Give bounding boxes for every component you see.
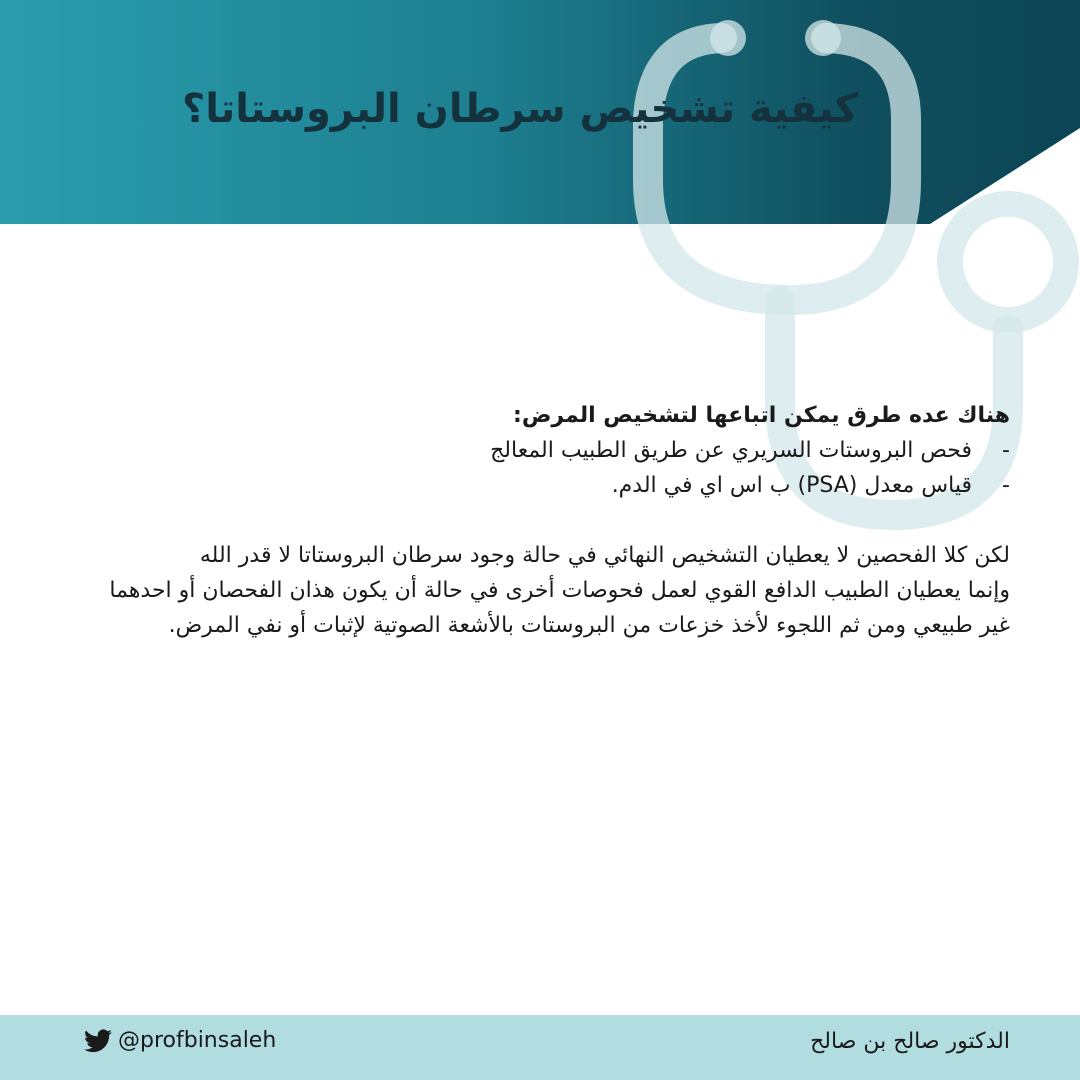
list-item-text: فحص البروستات السريري عن طريق الطبيب المعالج	[490, 438, 972, 463]
paragraph-further-tests: وإنما يعطيان الطبيب الدافع القوي لعمل فحوصات أخرى في حالة أن يكون هذان الفحصان أو احدهما غير طبيعي ومن ثم اللجوء لأخذ خزعات من البروستات بالأشعة الصوتية لإثبات أو نفي المرض.	[109, 578, 1010, 638]
article-body	[94, 398, 1010, 643]
paragraph-limitations: لكن كلا الفحصين لا يعطيان التشخيص النهائي في حالة وجود سرطان البروستاتا لا قدر الله	[199, 543, 1010, 568]
twitter-icon	[84, 1029, 112, 1053]
list-bullet: -	[1002, 473, 1010, 498]
author-name: الدكتور صالح بن صالح	[810, 1029, 1010, 1054]
list-item	[94, 433, 1010, 468]
paragraph-spacer	[94, 503, 1010, 538]
twitter-handle: @profbinsaleh	[118, 1028, 277, 1053]
list-item	[94, 468, 1010, 503]
page-title: كيفية تشخيص سرطان البروستاتا؟	[182, 86, 858, 132]
footer-bar	[0, 1015, 1080, 1080]
list-item-text: قياس معدل (PSA) ب اس اي في الدم.	[611, 473, 972, 498]
intro-heading: هناك عده طرق يمكن اتباعها لتشخيص المرض:	[513, 403, 1010, 428]
list-bullet: -	[1002, 438, 1010, 463]
diagnosis-methods-list	[94, 433, 1010, 503]
twitter-handle-link[interactable]	[84, 1028, 276, 1053]
